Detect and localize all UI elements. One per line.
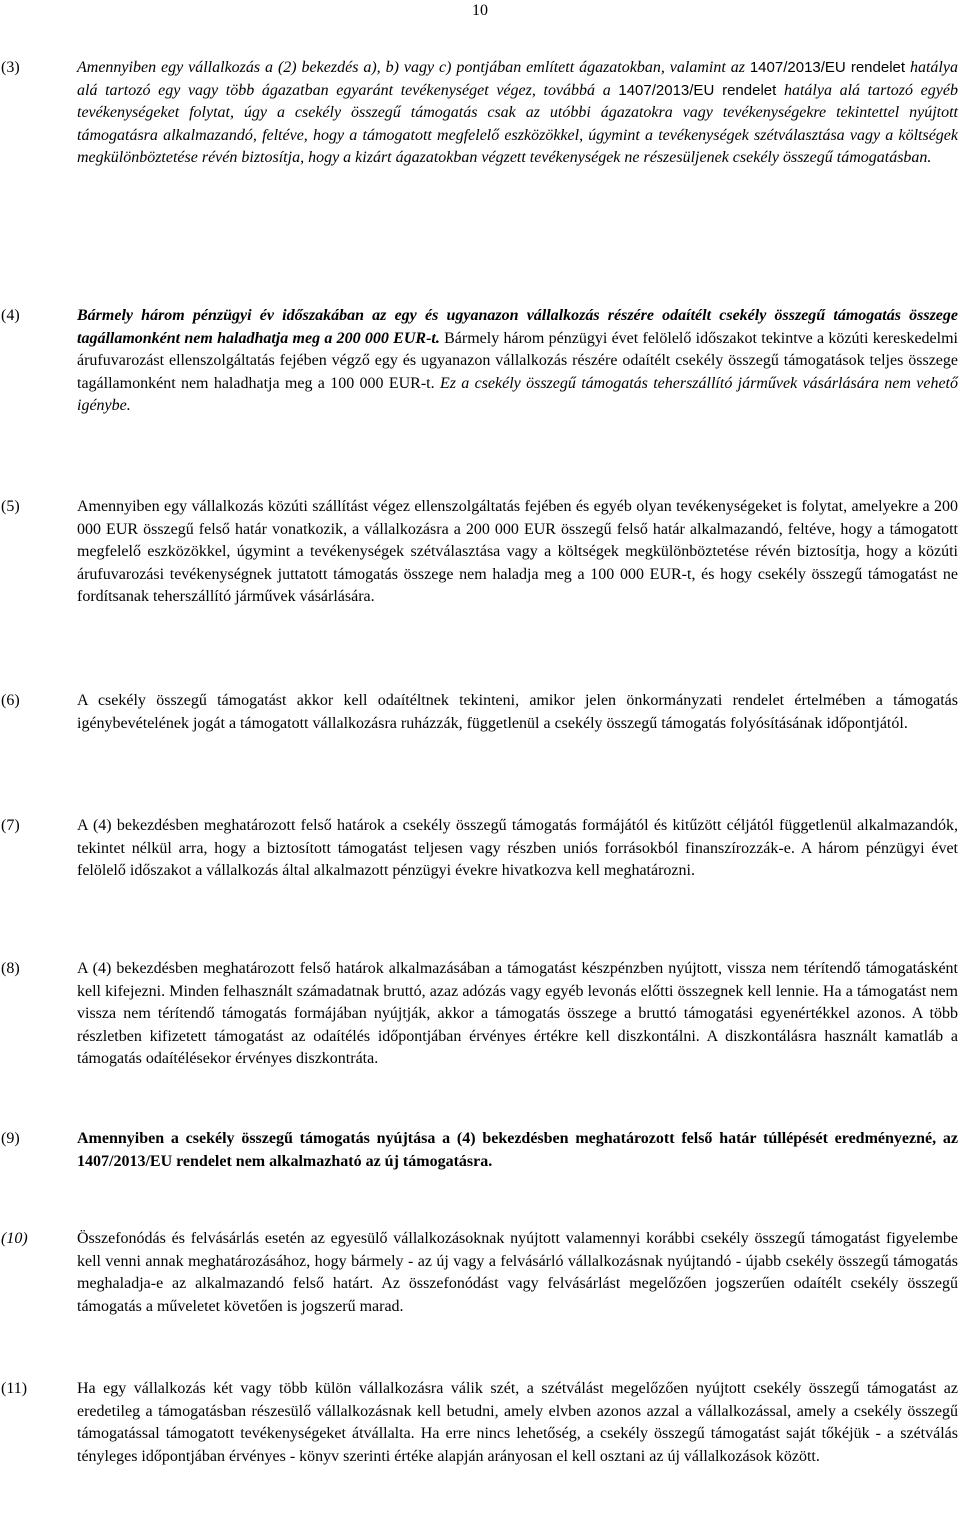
text-run: Amennyiben a csekély összegű támogatás nyújtása a (4) bekezdésben meghatározott felső határ túllépését eredményezné, az 1407/2013/EU rendelet nem alkalmazható az új támogatásra.: [77, 1130, 958, 1170]
text-run: Ez a csekély összegű támogatás teherszállító járművek vásárlására nem vehető igénybe.: [77, 374, 959, 415]
page-number: 10: [472, 2, 488, 19]
text-run: Bármely három pénzügyi év időszakában az egy és ugyanazon vállalkozás részére odaítélt csekély összegű támogatás összege tagállamonként nem haladhatja meg a 200 000 EUR-t.: [77, 307, 958, 347]
text-run: A csekély összegű támogatást akkor kell odaítéltnek tekinteni, amikor jelen önkormányzati rendelet értelmében a támogatás igénybevételének jogát a támogatott vállalkozásra ruházzák, függetlenül a csekély összegű támogatás folyósításának időpontjától.: [77, 692, 958, 732]
text-run: A (4) bekezdésben meghatározott felső határok alkalmazásában a támogatást készpénzben nyújtott, vissza nem térítendő támogatásként kell kifejezni. Minden felhasznált számadatnak bruttó, azaz adózás vagy egyéb levonás előtti összegnek kell lennie. Ha a támogatást nem vissza nem térítendő támogatás formájában nyújtják, akkor a támogatás összege a bruttó támogatási egyenértékkel azonos. A több részletben kifizetett támogatást az odaítélés időpontjában érvényes értékre kell diszkontálni. A diszkontálásra használt kamatláb a támogatás odaítélésekor érvényes diszkontráta.: [77, 960, 958, 1068]
paragraph-4: [0, 305, 958, 418]
paragraph-number: (8): [1, 960, 20, 977]
paragraph-number: (10): [1, 1230, 28, 1247]
paragraph-text: [77, 690, 958, 735]
paragraph-9: [0, 1128, 958, 1173]
text-run: 1407/2013/EU rendelet: [749, 59, 906, 76]
text-run: Amennyiben egy vállalkozás közúti szállítást végez ellenszolgáltatás fejében és egyéb olyan tevékenységeket is folytat, amelyekre a 200 000 EUR összegű felső határ vonatkozik, a vállalkozásra a 200 000 EUR összegű felső határ alkalmazandó, feltéve, hogy a támogatott megfelelő eszközökkel, úgymint a tevékenységek szétválasztása vagy a költségek megkülönböztetése révén biztosítja, hogy a közúti árufuvarozási tevékenységnek juttatott támogatás összege nem haladja meg a 100 000 EUR-t, és hogy csekély összegű támogatást ne fordítsanak teherszállító járművek vásárlására.: [77, 498, 958, 606]
paragraph-number: (9): [1, 1130, 20, 1147]
paragraph-text: [77, 496, 958, 609]
paragraph-number: (6): [1, 692, 20, 709]
text-run: Ha egy vállalkozás két vagy több külön vállalkozásra válik szét, a szétválást megelőzően nyújtott csekély összegű támogatást az eredetileg a támogatásban részesülő vállalkozásnak kell betudni, amely elvben azonos azzal a vállalkozással, amely a csekély összegű támogatással támogatott tevékenységeket átvállalta. Ha erre nincs lehetőség, a csekély összegű támogatást saját tőkéjük - a szétválás tényleges időpontjában érvényes - könyv szerinti értéke alapján arányosan el kell osztani az új vállalkozások között.: [77, 1380, 958, 1465]
paragraph-6: [0, 690, 958, 735]
paragraph-5: [0, 496, 958, 609]
paragraph-text: [77, 1378, 958, 1468]
paragraph-3: [0, 57, 958, 170]
paragraph-number: (3): [1, 59, 20, 76]
paragraph-text: [77, 305, 958, 418]
paragraph-7: [0, 815, 958, 883]
text-run: Bármely három pénzügyi évet felölelő időszakot tekintve a közúti kereskedelmi árufuvarozást ellenszolgáltatás fejében végző egy és ugyanazon vállalkozás részére odaítélt csekély összegű támogatások teljes összege tagállamonként nem haladhatja meg a 100 000 EUR-t.: [77, 329, 958, 392]
paragraph-number: (7): [1, 817, 20, 834]
text-run: Összefonódás és felvásárlás esetén az egyesülő vállalkozásoknak nyújtott valamennyi korábbi csekély összegű támogatást figyelembe kell venni annak meghatározásához, hogy bármely - az új vagy a felvásárló vállalkozásnak nyújtandó - újabb csekély összegű támogatás meghaladja-e az alkalmazandó felső határt. Az összefonódást vagy felvásárlást megelőzően jogszerűen odaítélt csekély összegű támogatás a műveletet követően is jogszerű marad.: [77, 1230, 958, 1315]
paragraph-number: (5): [1, 498, 20, 515]
paragraph-11: [0, 1378, 958, 1468]
text-run: A (4) bekezdésben meghatározott felső határok a csekély összegű támogatás formájától és kitűzött céljától függetlenül alkalmazandók, tekintet nélkül arra, hogy a biztosított támogatást teljesen vagy részben uniós forrásokból finanszírozzák-e. A három pénzügyi évet felölelő időszakot a vállalkozás által alkalmazott pénzügyi évekre hivatkozva kell meghatározni.: [77, 817, 958, 880]
paragraph-text: [77, 815, 958, 883]
text-run: hatálya alá tartozó egy vagy több ágazatban egyaránt tevékenységet végez, továbbá a: [77, 59, 958, 99]
paragraph-10: [0, 1228, 958, 1318]
text-run: Amennyiben egy vállalkozás a (2) bekezdés a), b) vagy c) pontjában említett ágazatokban, valamint az: [77, 59, 750, 76]
paragraph-text: [77, 57, 958, 170]
text-run: hatálya alá tartozó egyéb tevékenységeket folytat, úgy a csekély összegű támogatás csak az utóbbi ágazatokra vagy tevékenységekre tekintettel nyújtott támogatásra alkalmazandó, feltéve, hogy a támogatott megfelelő eszközökkel, úgymint a tevékenységek szétválasztása vagy a költségek megkülönböztetése révén biztosítja, hogy a kizárt ágazatokban végzett tevékenységek ne részesüljenek csekély összegű támogatásban.: [77, 81, 958, 167]
paragraph-text: [77, 1228, 958, 1318]
paragraph-8: [0, 958, 958, 1071]
paragraph-number: (11): [1, 1380, 28, 1397]
paragraph-text: [77, 1128, 958, 1173]
text-run: 1407/2013/EU rendelet: [618, 81, 777, 99]
paragraph-text: [77, 958, 958, 1071]
paragraph-number: (4): [1, 307, 20, 324]
